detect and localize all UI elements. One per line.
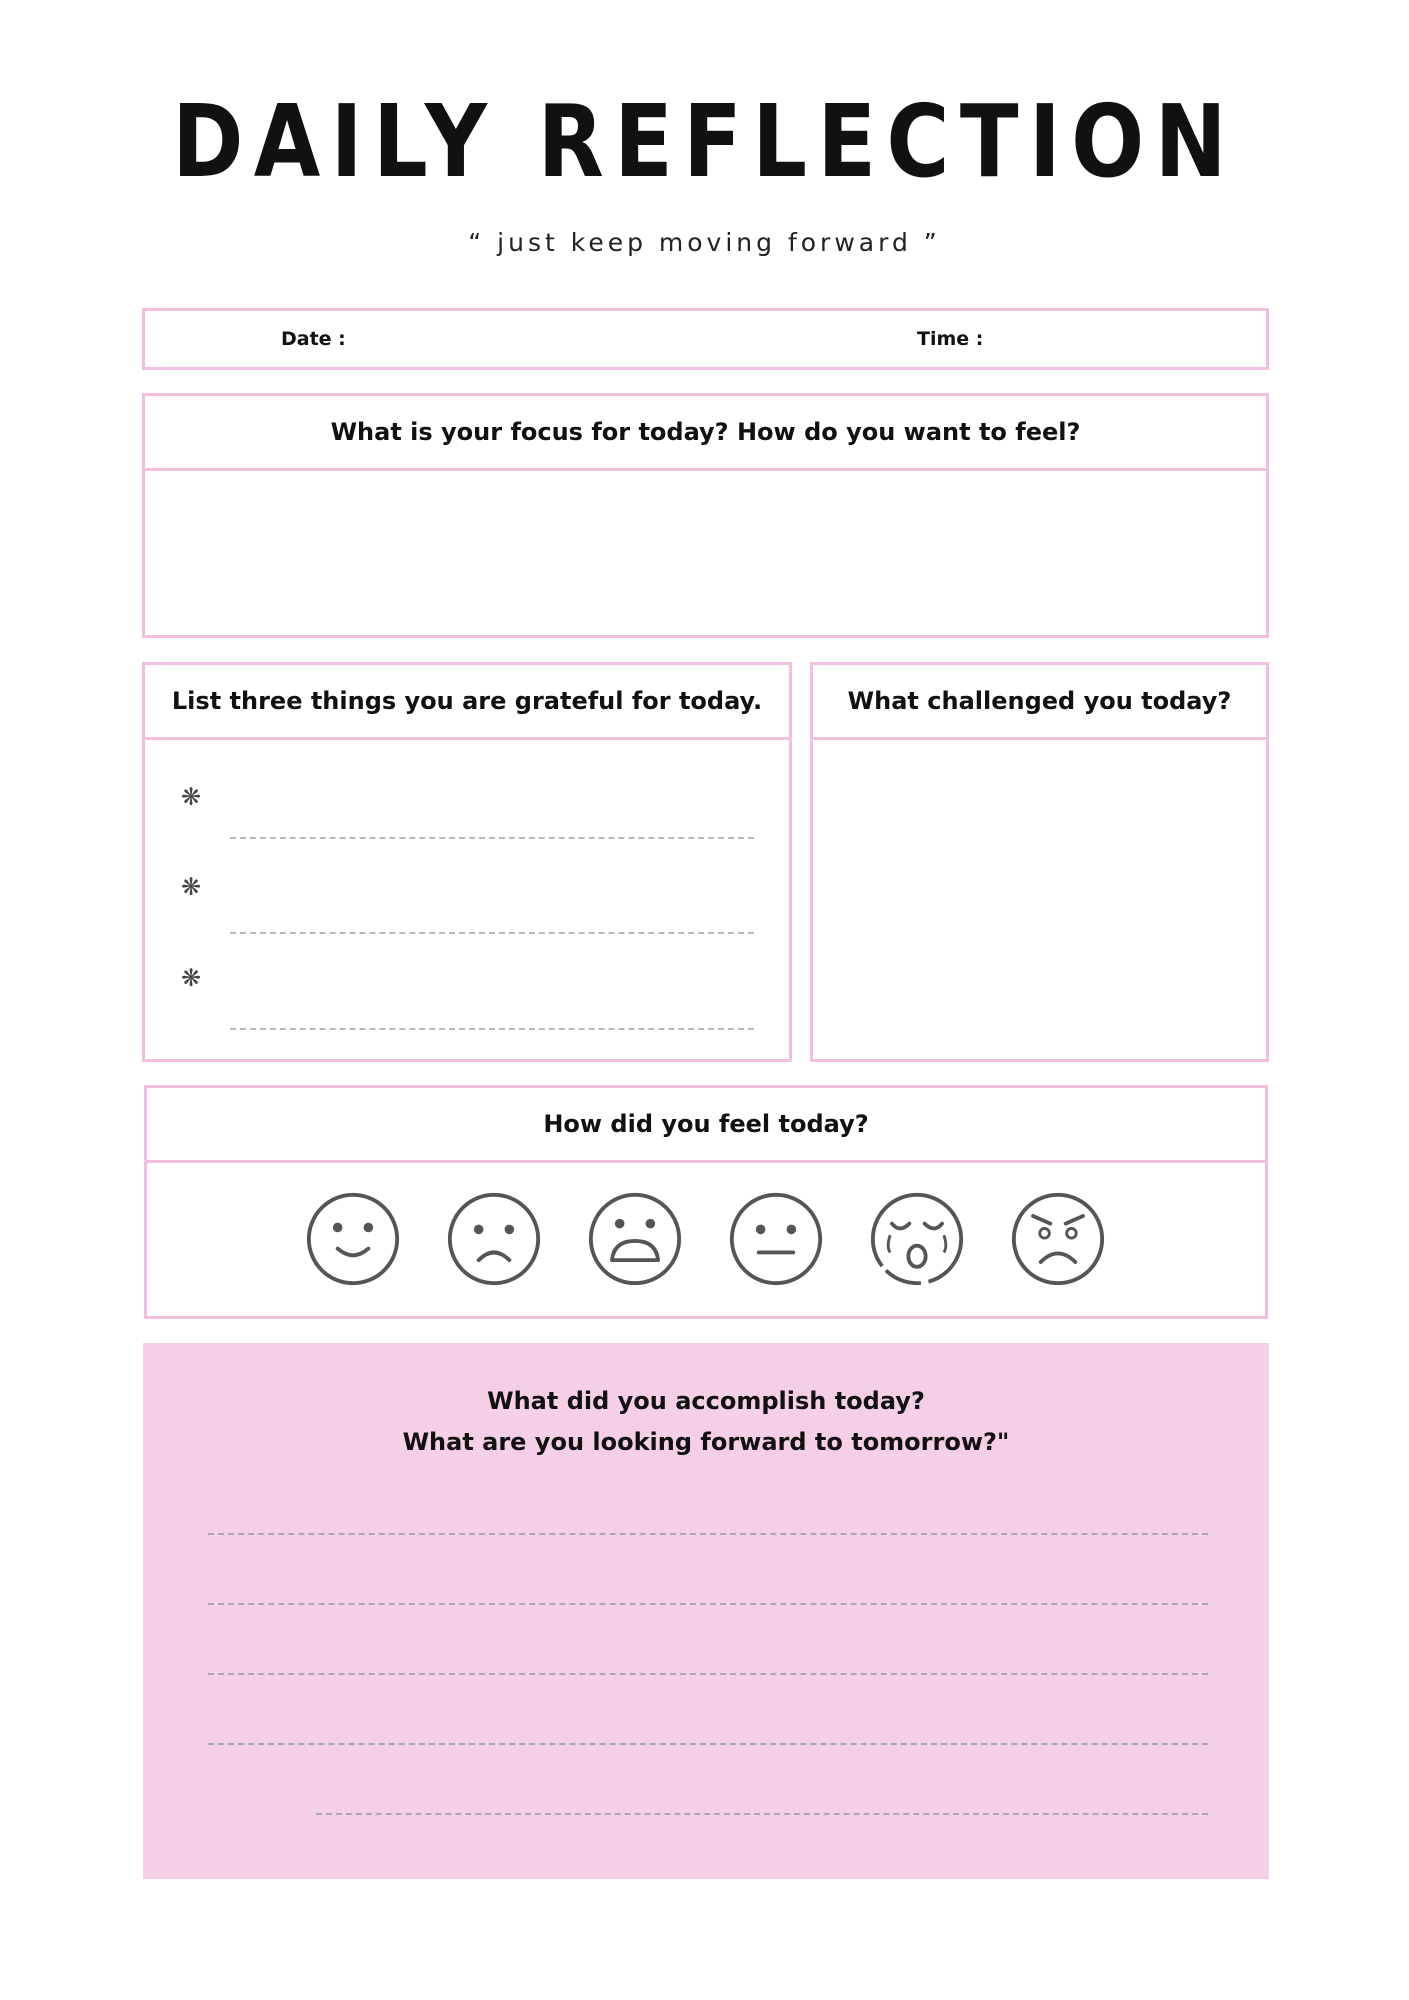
accomplish-question-1: What did you accomplish today? — [487, 1387, 925, 1415]
accomplish-section — [143, 1343, 1269, 1879]
asterisk-flower-icon: ❋ — [181, 783, 202, 811]
grateful-line-2[interactable] — [230, 932, 754, 934]
sad-face-icon[interactable] — [446, 1191, 542, 1287]
accomplish-line-3[interactable] — [208, 1673, 1208, 1675]
shocked-face-icon[interactable] — [587, 1191, 683, 1287]
accomplish-line-2[interactable] — [208, 1603, 1208, 1605]
accomplish-line-5[interactable] — [316, 1813, 1208, 1815]
time-label: Time : — [917, 328, 984, 350]
accomplish-line-1[interactable] — [208, 1533, 1208, 1535]
crying-face-icon[interactable] — [869, 1191, 965, 1287]
asterisk-flower-icon: ❋ — [181, 873, 202, 901]
happy-face-icon[interactable] — [305, 1191, 401, 1287]
date-time-row — [142, 308, 1269, 370]
feelings-question: How did you feel today? — [147, 1088, 1265, 1163]
angry-face-icon[interactable] — [1010, 1191, 1106, 1287]
accomplish-line-4[interactable] — [208, 1743, 1208, 1745]
grateful-line-1[interactable] — [230, 837, 754, 839]
feelings-section — [144, 1085, 1268, 1319]
date-label: Date : — [281, 328, 346, 350]
focus-section — [142, 393, 1269, 638]
focus-question: What is your focus for today? How do you want to feel? — [145, 396, 1266, 471]
mood-faces-row — [147, 1163, 1265, 1316]
page-subtitle-quote: “ just keep moving forward ” — [468, 228, 941, 257]
grateful-line-3[interactable] — [230, 1028, 754, 1030]
grateful-question: List three things you are grateful for today. — [145, 665, 789, 740]
asterisk-flower-icon: ❋ — [181, 964, 202, 992]
focus-writing-area[interactable] — [145, 471, 1266, 635]
page-title: DAILY REFLECTION — [172, 83, 1237, 200]
challenged-question: What challenged you today? — [813, 665, 1266, 740]
challenged-section — [810, 662, 1269, 1062]
accomplish-question-2: What are you looking forward to tomorrow?" — [402, 1428, 1010, 1456]
challenged-writing-area[interactable] — [813, 740, 1266, 1059]
grateful-section — [142, 662, 792, 1062]
neutral-face-icon[interactable] — [728, 1191, 824, 1287]
